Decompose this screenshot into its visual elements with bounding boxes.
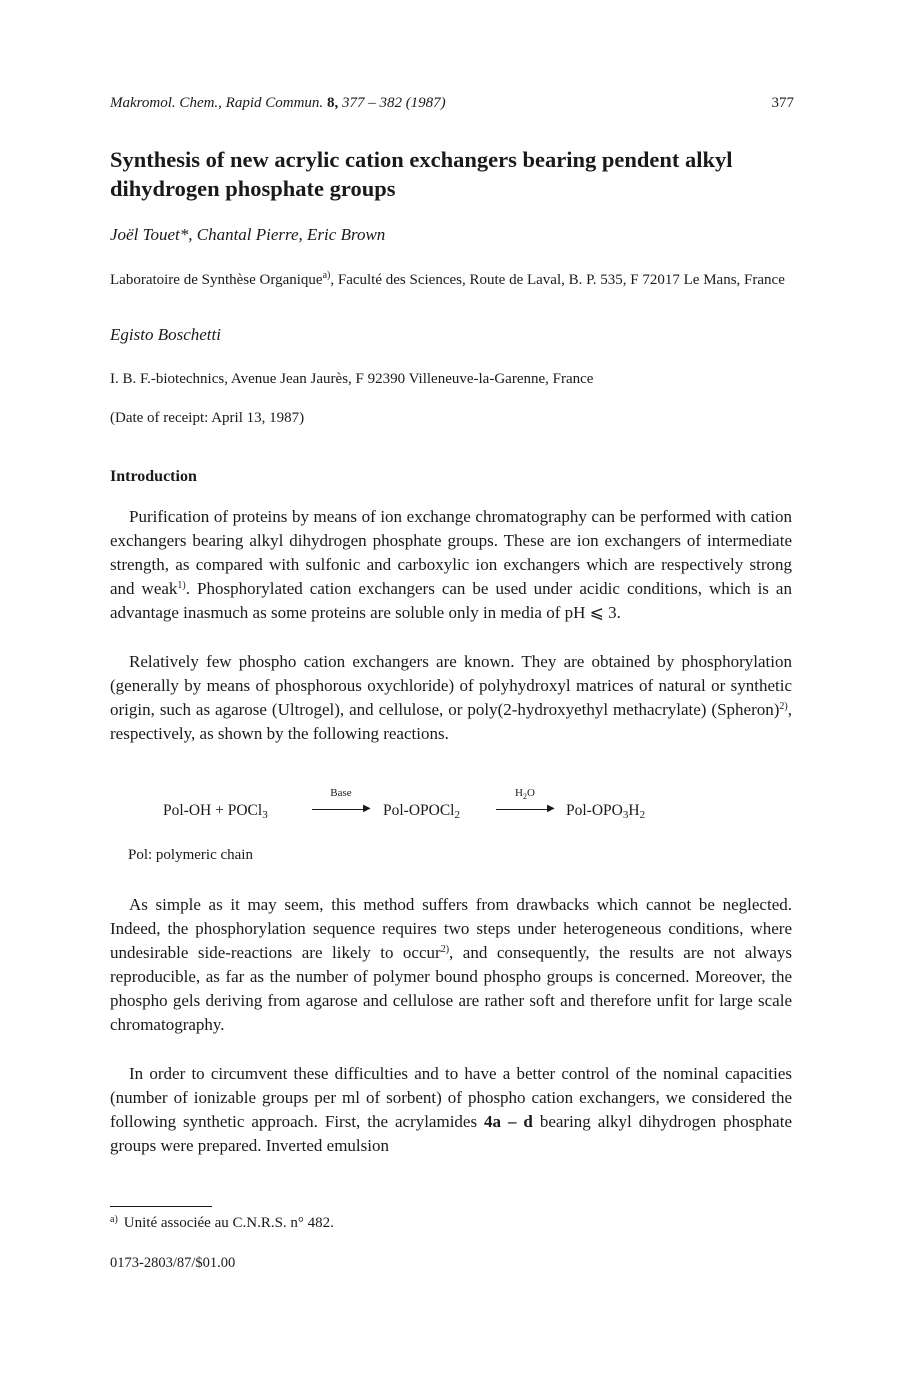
date-of-receipt: (Date of receipt: April 13, 1987) — [110, 410, 305, 426]
arrow-2-label-o: O — [527, 787, 535, 799]
affiliation-1 — [110, 270, 792, 291]
product-formula-a: Pol-OPO — [566, 802, 623, 819]
affiliation-1-footnote-mark: a) — [322, 270, 331, 281]
paragraph-2-text-b: , respectively, as shown by the following reactions. — [110, 700, 792, 743]
arrow-line-1 — [312, 809, 364, 810]
paragraph-3 — [110, 893, 792, 1037]
reaction-arrow-1 — [310, 785, 372, 815]
paragraph-2 — [110, 650, 792, 746]
intermediate — [383, 802, 460, 820]
product-subscript-1: 3 — [622, 809, 629, 821]
reactant — [163, 802, 268, 820]
citation-1: 1) — [177, 580, 186, 591]
footnote-text: Unité associée au C.N.R.S. n° 482. — [123, 1215, 334, 1231]
journal-pages-year: 377 – 382 (1987) — [341, 95, 446, 111]
paragraph-4-text-b: bearing alkyl dihydrogen phosphate groups were prepared. Inverted emulsion — [110, 1112, 792, 1155]
section-heading-introduction: Introduction — [110, 468, 197, 485]
product-formula-b: H — [628, 802, 640, 819]
footnote-divider — [110, 1206, 212, 1207]
compound-label: 4a – d — [484, 1112, 533, 1131]
reactant-formula: Pol-OH + POCl — [163, 802, 263, 819]
affiliation-1-text-a: Laboratoire de Synthèse Organique — [110, 272, 323, 288]
scheme-legend: Pol: polymeric chain — [128, 847, 253, 863]
paragraph-4-text-a: In order to circumvent these difficulties and to have a better control of the nominal capacities (number of ionizable groups per ml of sorbent) of phospho cation exchangers, we considered the following synthetic approach. First, the acrylamides — [110, 1064, 792, 1131]
author-list-1: Joël Touet*, Chantal Pierre, Eric Brown — [110, 225, 386, 244]
article-title: Synthesis of new acrylic cation exchangers bearing pendent alkyl dihydrogen phosphate groups — [110, 147, 733, 201]
paragraph-2-text-a: Relatively few phospho cation exchangers are known. They are obtained by phosphorylation (generally by means of phosphorous oxychloride) of polyhydroxyl matrices of natural or synthetic origin, such as agarose (Ultrogel), and cellulose, or poly(2-hydroxyethyl methacrylate) (Spheron) — [110, 652, 792, 719]
arrow-line-2 — [496, 809, 548, 810]
paragraph-1-text-b: . Phosphorylated cation exchangers can be used under acidic conditions, which is an advantage inasmuch as some proteins are soluble only in media of pH ⩽ 3. — [110, 579, 792, 622]
footnote-mark: a) — [110, 1214, 118, 1225]
arrow-head-1-icon: ▶ — [363, 803, 371, 814]
arrow-2-label-subscript: 2 — [523, 792, 527, 801]
reaction-scheme — [110, 785, 792, 835]
author-list-2: Egisto Boschetti — [110, 325, 221, 344]
journal-volume: 8, — [326, 95, 339, 111]
page-number: 377 — [771, 95, 794, 111]
running-head — [110, 95, 792, 112]
article-code: 0173-2803/87/$01.00 — [110, 1255, 236, 1271]
paragraph-3-text-a: As simple as it may seem, this method suffers from drawbacks which cannot be neglected. Indeed, the phosphorylation sequence requires two steps under heterogeneous conditions, where undesirable side-reactions are likely to occur — [110, 895, 792, 962]
reaction-arrow-2-label — [494, 787, 556, 799]
paragraph-4 — [110, 1062, 792, 1158]
product — [566, 802, 645, 820]
citation-3: 2) — [440, 944, 450, 955]
reaction-arrow-1-label: Base — [330, 787, 352, 799]
arrow-head-2-icon: ▶ — [547, 803, 555, 814]
journal-name: Makromol. Chem., Rapid Commun. — [110, 95, 324, 111]
arrow-2-label-h: H — [515, 787, 523, 799]
intermediate-formula: Pol-OPOCl — [383, 802, 455, 819]
citation-2: 2) — [779, 701, 788, 712]
paragraph-3-text-b: , and consequently, the results are not always reproducible, as far as the number of polymer bound phospho groups is concerned. Moreover, the phospho gels deriving from agarose and cellulose are rather soft and therefore unfit for large scale chromatography. — [110, 943, 792, 1034]
footnote — [110, 1214, 334, 1232]
reactant-subscript: 3 — [262, 809, 268, 821]
paragraph-1-text-a: Purification of proteins by means of ion exchange chromatography can be performed with cation exchangers bearing alkyl dihydrogen phosphate groups. These are ion exchangers of intermediate strength, as compared with sulfonic and carboxylic ion exchangers which are respectively strong and weak — [110, 507, 792, 598]
affiliation-1-text-b: , Faculté des Sciences, Route de Laval, B. P. 535, F 72017 Le Mans, France — [330, 272, 785, 288]
reaction-arrow-2 — [494, 785, 556, 815]
affiliation-2: I. B. F.-biotechnics, Avenue Jean Jaurès, F 92390 Villeneuve-la-Garenne, France — [110, 371, 594, 387]
product-subscript-2: 2 — [639, 809, 646, 821]
paragraph-1 — [110, 505, 792, 625]
intermediate-subscript: 2 — [454, 809, 460, 821]
